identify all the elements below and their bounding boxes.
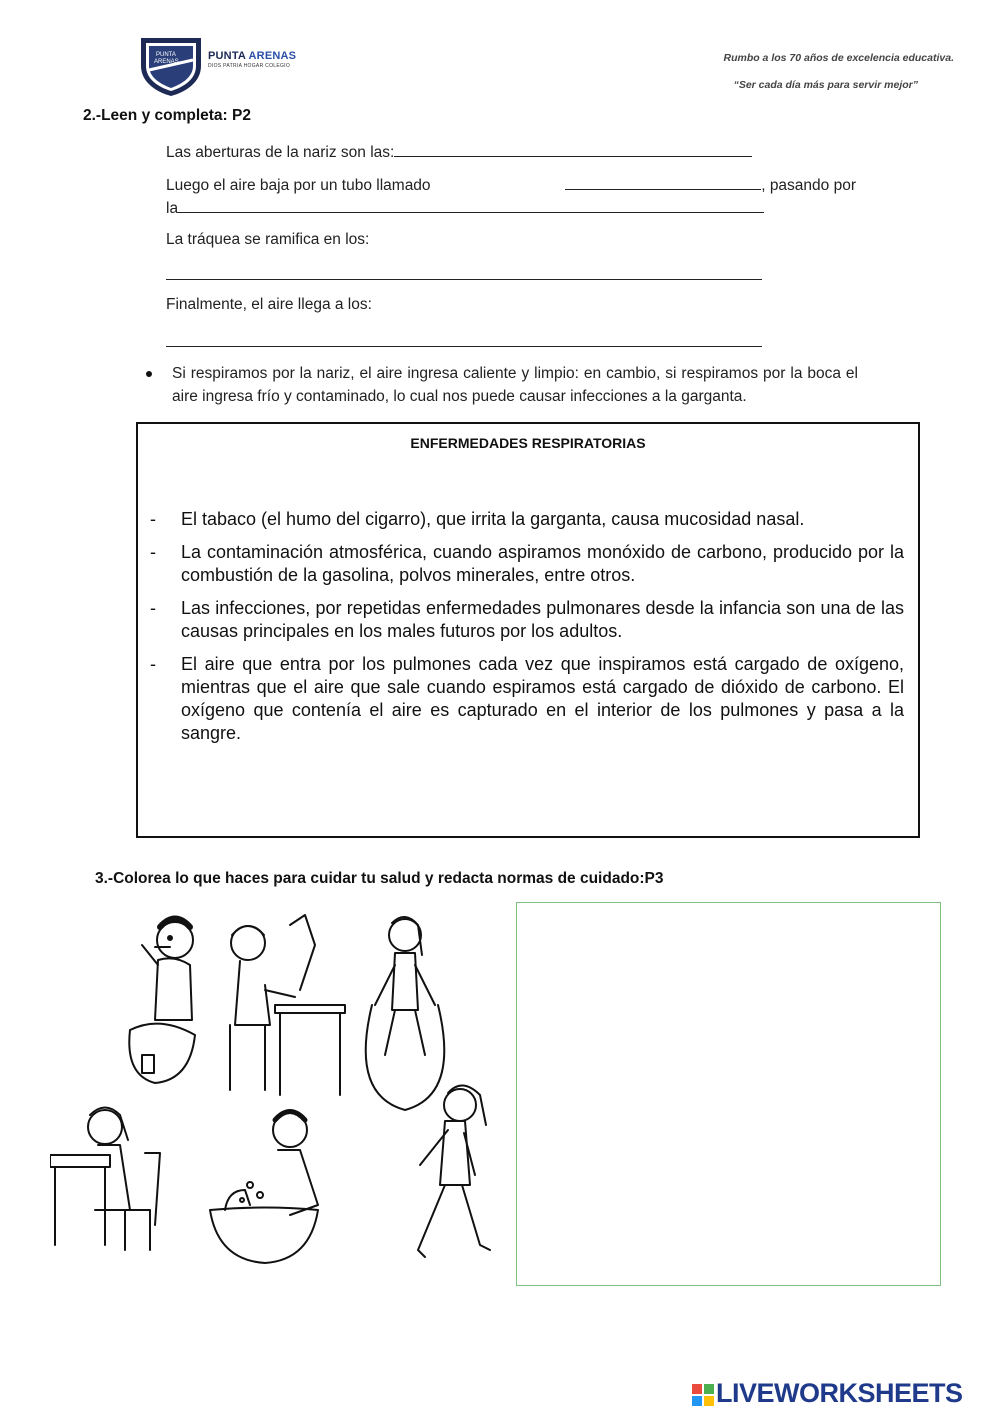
list-item: - El tabaco (el humo del cigarro), que irrita la garganta, causa mucosidad nasal. (150, 509, 805, 529)
diseases-box (136, 422, 920, 838)
logo-subtitle: DIOS PATRIA HOGAR COLEGIO (208, 63, 291, 69)
fill-blank[interactable] (178, 198, 764, 213)
health-illustrations (50, 905, 500, 1275)
fill-line-2: Luego el aire baja por un tubo llamado , pasando por (166, 177, 856, 194)
liveworksheets-logo-icon (692, 1384, 714, 1406)
list-item: - El aire que entra por los pulmones cada vez que inspiramos está cargado de oxígeno, mientras que el aire que sale cuando espiramos está cargado de dióxido de carbono. El oxígeno que contenía el aire es capturado en el interior de los pulmones y pasa a la sangre. (150, 654, 904, 743)
fill-blank[interactable] (565, 175, 761, 190)
fill-line-2-cont: la (166, 198, 764, 218)
child-brushing-teeth-icon[interactable] (129, 919, 195, 1084)
fill-blank[interactable] (166, 346, 762, 347)
shield-icon (138, 36, 204, 98)
svg-text:PUNTA: PUNTA (156, 52, 176, 58)
fill-line-3: La tráquea se ramifica en los: (166, 231, 370, 248)
child-studying-icon[interactable] (230, 915, 345, 1095)
child-jumping-rope-icon[interactable] (366, 917, 445, 1110)
motto-line-2: “Ser cada día más para servir mejor” (733, 79, 918, 91)
list-item: - La contaminación atmosférica, cuando aspiramos monóxido de carbono, producido por la combustión de la gasolina, polvos minerales, entre otros. (150, 542, 904, 585)
child-washing-hands-icon[interactable] (210, 1112, 318, 1264)
liveworksheets-brand (692, 1378, 992, 1410)
bullet-icon (146, 371, 152, 377)
child-walking-sick-icon[interactable] (418, 1085, 490, 1257)
svg-text:ARENAS: ARENAS (154, 59, 179, 65)
bullet-note: Si respiramos por la nariz, el aire ingresa caliente y limpio: en cambio, si respiramos por la boca el aire ingresa frío y contaminado, lo cual nos puede causar infecciones a la garganta. (146, 362, 858, 408)
motto-line-1: Rumbo a los 70 años de excelencia educativa. (723, 52, 954, 64)
child-sleeping-icon[interactable] (50, 1108, 160, 1251)
school-logo (138, 36, 298, 98)
logo-name: PUNTA ARENAS (208, 50, 297, 62)
list-item: - Las infecciones, por repetidas enfermedades pulmonares desde la infancia son una de las causas principales en los males futuros por los adultos. (150, 598, 904, 641)
fill-blank[interactable] (166, 279, 762, 280)
care-rules-answer-box[interactable] (516, 902, 941, 1286)
brand-text: LIVEWORKSHEETS (716, 1378, 963, 1408)
fill-line-4: Finalmente, el aire llega a los: (166, 296, 372, 313)
diseases-list (150, 508, 904, 755)
section2-heading: 2.-Leen y completa: P2 (83, 107, 251, 124)
diseases-title: ENFERMEDADES RESPIRATORIAS (410, 435, 646, 451)
fill-line-1: Las aberturas de la nariz son las: (166, 142, 752, 162)
fill-blank[interactable] (394, 142, 752, 157)
section3-heading: 3.-Colorea lo que haces para cuidar tu salud y redacta normas de cuidado:P3 (95, 870, 664, 887)
